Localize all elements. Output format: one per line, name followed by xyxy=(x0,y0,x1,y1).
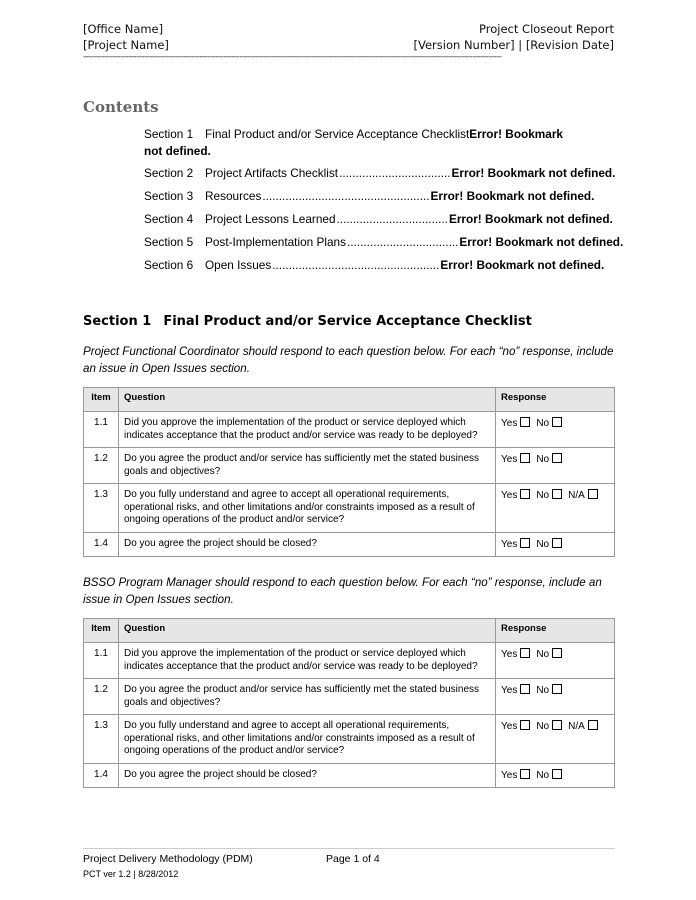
footer-methodology: Project Delivery Methodology (PDM) xyxy=(83,853,253,865)
response-cell xyxy=(496,412,615,448)
no-label: No xyxy=(536,490,550,501)
table-row xyxy=(84,412,615,448)
no-label: No xyxy=(536,769,550,781)
toc-leader-dots: .................................. xyxy=(346,235,459,249)
table-row xyxy=(84,763,615,788)
toc-error: Error! Bookmark not defined. xyxy=(144,127,563,158)
table-header-row xyxy=(84,619,615,643)
yes-checkbox[interactable] xyxy=(520,684,530,694)
section-number: Section 1 xyxy=(83,314,152,329)
toc-leader-dots: .................................. xyxy=(339,166,451,180)
toc-leader-dots: ................................................... xyxy=(272,258,440,272)
intro-paragraph-manager: BSSO Program Manager should respond to each question below. For each “no” response, include an issue in Open Issues section. xyxy=(83,576,602,606)
toc-error: Error! Bookmark not defined. xyxy=(440,258,605,272)
toc-entry[interactable] xyxy=(144,258,605,281)
item-number: 1.3 xyxy=(84,484,119,533)
yes-label: Yes xyxy=(501,454,518,465)
item-number: 1.2 xyxy=(84,679,119,715)
toc-section-title: Open Issues xyxy=(205,258,272,272)
no-checkbox[interactable] xyxy=(552,417,562,427)
acceptance-table-manager xyxy=(83,618,615,788)
item-number: 1.1 xyxy=(84,643,119,679)
yes-label: Yes xyxy=(501,649,518,660)
table-row xyxy=(84,679,615,715)
table-row xyxy=(84,448,615,484)
table-row xyxy=(84,484,615,533)
toc-section-number: Section 1 xyxy=(144,127,194,141)
no-label: No xyxy=(536,721,550,732)
yes-checkbox[interactable] xyxy=(520,720,530,730)
question-text: Do you agree the project should be closed? xyxy=(119,763,496,788)
na-label: N/A xyxy=(568,721,585,732)
response-cell xyxy=(496,448,615,484)
no-checkbox[interactable] xyxy=(552,489,562,499)
question-text: Do you agree the project should be closed? xyxy=(119,532,496,557)
header-question: Question xyxy=(119,619,496,643)
toc-section-number: Section 4 xyxy=(144,212,194,226)
page-header xyxy=(83,21,614,61)
header-response: Response xyxy=(496,619,615,643)
no-checkbox[interactable] xyxy=(552,684,562,694)
item-number: 1.3 xyxy=(84,715,119,764)
table-header-row xyxy=(84,388,615,412)
na-checkbox[interactable] xyxy=(588,489,598,499)
toc-section-title: Project Lessons Learned xyxy=(205,212,336,226)
toc-section-title: Resources xyxy=(205,189,262,203)
table-of-contents xyxy=(144,126,624,281)
report-title: Project Closeout Report xyxy=(479,22,614,36)
response-cell xyxy=(496,715,615,764)
no-label: No xyxy=(536,454,550,465)
question-text: Did you approve the implementation of the product or service deployed which indicates acceptance that the product and/or service was ready to be deployed? xyxy=(119,643,496,679)
header-question: Question xyxy=(119,388,496,412)
yes-label: Yes xyxy=(501,490,518,501)
yes-checkbox[interactable] xyxy=(520,417,530,427)
toc-error: Error! Bookmark not defined. xyxy=(448,212,613,226)
toc-entry[interactable] xyxy=(144,166,616,189)
no-checkbox[interactable] xyxy=(552,453,562,463)
yes-checkbox[interactable] xyxy=(520,453,530,463)
no-checkbox[interactable] xyxy=(552,538,562,548)
toc-error: Error! Bookmark not defined. xyxy=(459,235,624,249)
toc-section-number: Section 2 xyxy=(144,166,194,180)
toc-entry[interactable] xyxy=(144,212,613,235)
header-item: Item xyxy=(84,619,119,643)
no-checkbox[interactable] xyxy=(552,720,562,730)
toc-leader-dots: ................................................... xyxy=(262,189,430,203)
table-row xyxy=(84,715,615,764)
toc-error: Error! Bookmark not defined. xyxy=(430,189,595,203)
response-cell xyxy=(496,679,615,715)
response-cell xyxy=(496,643,615,679)
response-cell xyxy=(496,484,615,533)
toc-section-title: Post-Implementation Plans xyxy=(205,235,346,249)
response-cell xyxy=(496,532,615,557)
toc-entry[interactable] xyxy=(144,126,584,166)
yes-label: Yes xyxy=(501,418,518,429)
section-heading xyxy=(83,314,532,329)
no-checkbox[interactable] xyxy=(552,648,562,658)
toc-error: Error! Bookmark not defined. xyxy=(451,166,616,180)
item-number: 1.2 xyxy=(84,448,119,484)
question-text: Do you fully understand and agree to accept all operational requirements, operational risks, and other limitations and/or constraints imposed as a result of ongoing operations of the product and/or service? xyxy=(119,715,496,764)
section-title: Final Product and/or Service Acceptance Checklist xyxy=(163,314,532,329)
na-checkbox[interactable] xyxy=(588,720,598,730)
no-label: No xyxy=(536,418,550,429)
yes-checkbox[interactable] xyxy=(520,769,530,779)
no-label: No xyxy=(536,685,550,696)
yes-label: Yes xyxy=(501,538,518,550)
toc-section-number: Section 6 xyxy=(144,258,194,272)
question-text: Do you agree the product and/or service has sufficiently met the stated business goals and objectives? xyxy=(119,679,496,715)
intro-paragraph-coordinator: Project Functional Coordinator should respond to each question below. For each “no” response, include an issue in Open Issues section. xyxy=(83,345,614,375)
yes-label: Yes xyxy=(501,769,518,781)
item-number: 1.4 xyxy=(84,763,119,788)
no-label: No xyxy=(536,649,550,660)
version-info: [Version Number] | [Revision Date] xyxy=(413,38,614,52)
no-label: No xyxy=(536,538,550,550)
na-label: N/A xyxy=(568,490,585,501)
footer-version: PCT ver 1.2 | 8/28/2012 xyxy=(83,869,179,879)
header-response: Response xyxy=(496,388,615,412)
toc-leader-dots: .................................. xyxy=(336,212,448,226)
toc-section-title: Final Product and/or Service Acceptance Checklist xyxy=(205,127,470,141)
item-number: 1.4 xyxy=(84,532,119,557)
project-name: [Project Name] xyxy=(83,38,169,52)
toc-section-title: Project Artifacts Checklist xyxy=(205,166,339,180)
table-row xyxy=(84,532,615,557)
yes-checkbox[interactable] xyxy=(520,538,530,548)
header-item: Item xyxy=(84,388,119,412)
office-name: [Office Name] xyxy=(83,22,164,36)
question-text: Do you agree the product and/or service has sufficiently met the stated business goals and objectives? xyxy=(119,448,496,484)
toc-entry[interactable] xyxy=(144,189,595,212)
footer-page-number: Page 1 of 4 xyxy=(326,853,380,865)
item-number: 1.1 xyxy=(84,412,119,448)
yes-checkbox[interactable] xyxy=(520,489,530,499)
contents-title: Contents xyxy=(83,98,159,116)
question-text: Do you fully understand and agree to accept all operational requirements, operational risks, and other limitations and/or constraints imposed as a result of ongoing operations of the product and/or service? xyxy=(119,484,496,533)
table-row xyxy=(84,643,615,679)
header-dash-line: -------------------------------------------------------------------------------------------------------------------------------------------------------------- xyxy=(83,52,502,62)
toc-section-number: Section 5 xyxy=(144,235,194,249)
page-footer xyxy=(83,853,380,879)
yes-label: Yes xyxy=(501,721,518,732)
response-cell xyxy=(496,763,615,788)
footer-divider xyxy=(83,848,615,849)
acceptance-table-coordinator xyxy=(83,387,615,557)
no-checkbox[interactable] xyxy=(552,769,562,779)
yes-checkbox[interactable] xyxy=(520,648,530,658)
yes-label: Yes xyxy=(501,685,518,696)
toc-section-number: Section 3 xyxy=(144,189,194,203)
question-text: Did you approve the implementation of the product or service deployed which indicates acceptance that the product and/or service was ready to be deployed? xyxy=(119,412,496,448)
toc-entry[interactable] xyxy=(144,235,624,258)
